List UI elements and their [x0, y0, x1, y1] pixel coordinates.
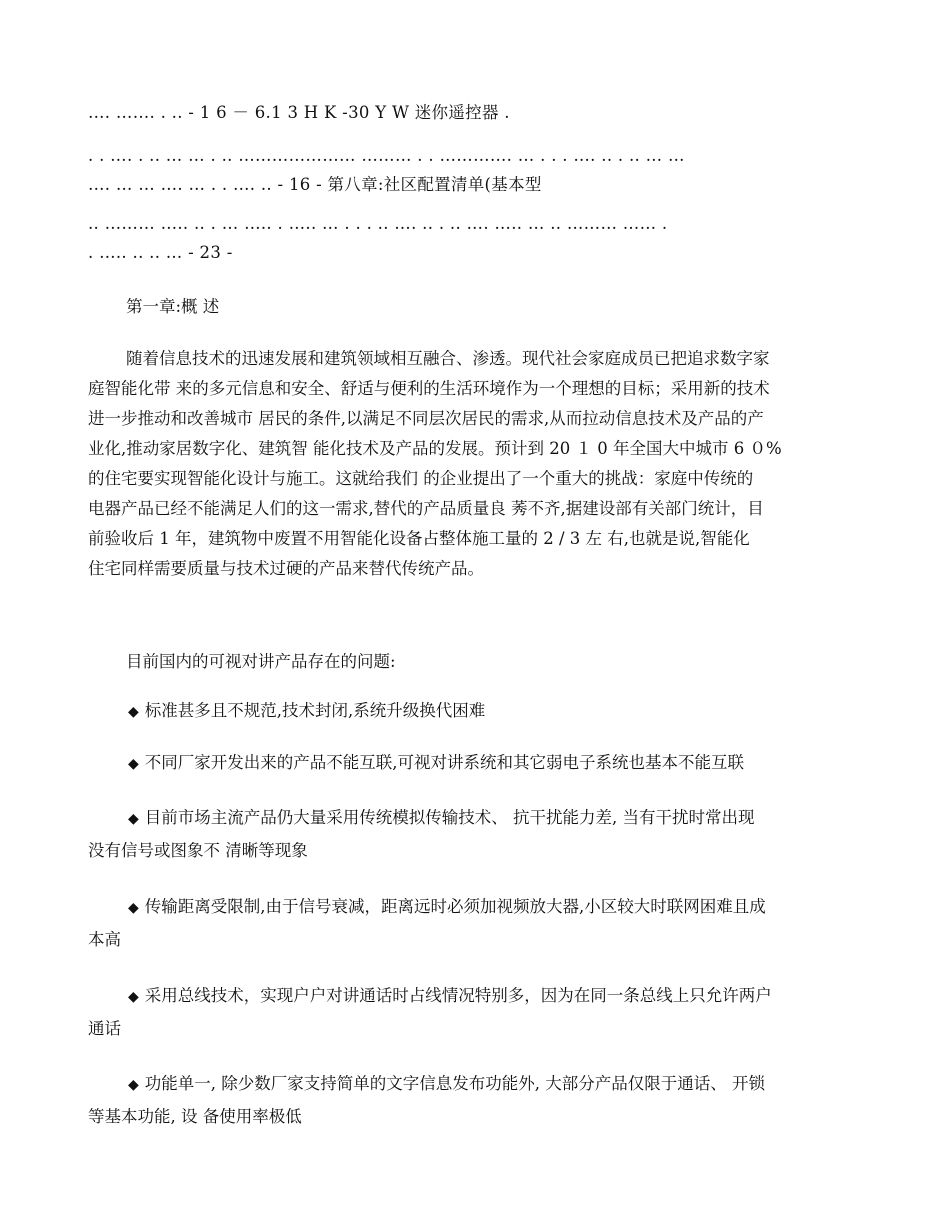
- paragraph-line: 电器产品已经不能满足人们的这一需求,替代的产品质量良 莠不齐,据建设部有关部门统计，目: [88, 499, 764, 518]
- bullet-text-continued: 没有信号或图象不 清晰等现象: [88, 841, 308, 860]
- paragraph-line: 随着信息技术的迅速发展和建筑领域相互融合、渗透。现代社会家庭成员已把追求数字家: [126, 349, 770, 368]
- diamond-bullet-icon: ◆: [128, 756, 139, 772]
- chapter-title: 第一章:概 述: [126, 297, 220, 316]
- toc-line: . . …. . .. … … . .. ………………… ……… . . …………. … . . . …. .. . .. … …: [88, 146, 685, 165]
- bullet-text: 传输距离受限制,由于信号衰减，距离远时必须加视频放大器,小区较大时联网困难且成: [144, 897, 766, 916]
- bullet-text-continued: 通话: [88, 1019, 121, 1038]
- diamond-bullet-icon: ◆: [128, 1077, 139, 1093]
- paragraph-line: 前验收后 1 年，建筑物中废置不用智能化设备占整体施工量的 2 / 3 左 右,也就是说,智能化: [88, 529, 750, 548]
- bullet-text: 不同厂家开发出来的产品不能互联,可视对讲系统和其它弱电子系统也基本不能互联: [144, 753, 745, 772]
- bullet-text: 功能单一, 除少数厂家支持简单的文字信息发布功能外, 大部分产品仅限于通话、 开锁: [144, 1074, 766, 1093]
- toc-line: …. ……. . .. - 1 6 － 6.1 3 H K -30 Y W 迷你遥控器 .: [88, 103, 510, 122]
- bullet-text: 采用总线技术，实现户户对讲通话时占线情况特别多，因为在同一条总线上只允许两户: [144, 986, 772, 1005]
- bullet-item: [88, 891, 858, 956]
- diamond-bullet-icon: ◆: [128, 900, 139, 916]
- paragraph-line: 的住宅要实现智能化设计与施工。这就给我们 的企业提出了一个重大的挑战：家庭中传统的: [88, 469, 754, 488]
- paragraph-line: 庭智能化带 来的多元信息和安全、舒适与便利的生活环境作为一个理想的目标；采用新的技术: [88, 379, 770, 398]
- toc-line: . ….. .. .. … - 23 -: [88, 243, 233, 262]
- bullet-text: 目前市场主流产品仍大量采用传统模拟传输技术、 抗干扰能力差, 当有干扰时常出现: [144, 808, 755, 827]
- bullet-item: [88, 747, 858, 780]
- problems-heading: 目前国内的可视对讲产品存在的问题:: [126, 652, 396, 671]
- paragraph-line: 业化,推动家居数字化、建筑智 能化技术及产品的发展。预计到 20 １ 0 年全国大中城市 6 ０%: [88, 439, 782, 458]
- intro-paragraph: [88, 344, 858, 584]
- diamond-bullet-icon: ◆: [128, 704, 139, 720]
- diamond-bullet-icon: ◆: [128, 811, 139, 827]
- toc-line: …. … … …. … . . …. .. - 16 - 第八章:社区配置清单(基本型: [88, 175, 542, 194]
- bullet-item: [88, 980, 858, 1045]
- bullet-item: [88, 802, 858, 867]
- bullet-text-continued: 本高: [88, 930, 121, 949]
- paragraph-line: 进一步推动和改善城市 居民的条件,以满足不同层次居民的需求,从而拉动信息技术及产品的产: [88, 409, 764, 428]
- toc-line: .. ……… ….. .. . … ….. . ….. … . . . .. …. .. . .. …. ….. … .. ……… …… .: [88, 214, 668, 233]
- bullet-text-continued: 等基本功能, 设 备使用率极低: [88, 1107, 302, 1126]
- bullet-item: [88, 695, 858, 728]
- bullet-item: [88, 1068, 858, 1133]
- paragraph-line: 住宅同样需要质量与技术过硬的产品来替代传统产品。: [88, 559, 484, 578]
- bullet-text: 标准甚多且不规范,技术封闭,系统升级换代困难: [144, 701, 486, 720]
- diamond-bullet-icon: ◆: [128, 989, 139, 1005]
